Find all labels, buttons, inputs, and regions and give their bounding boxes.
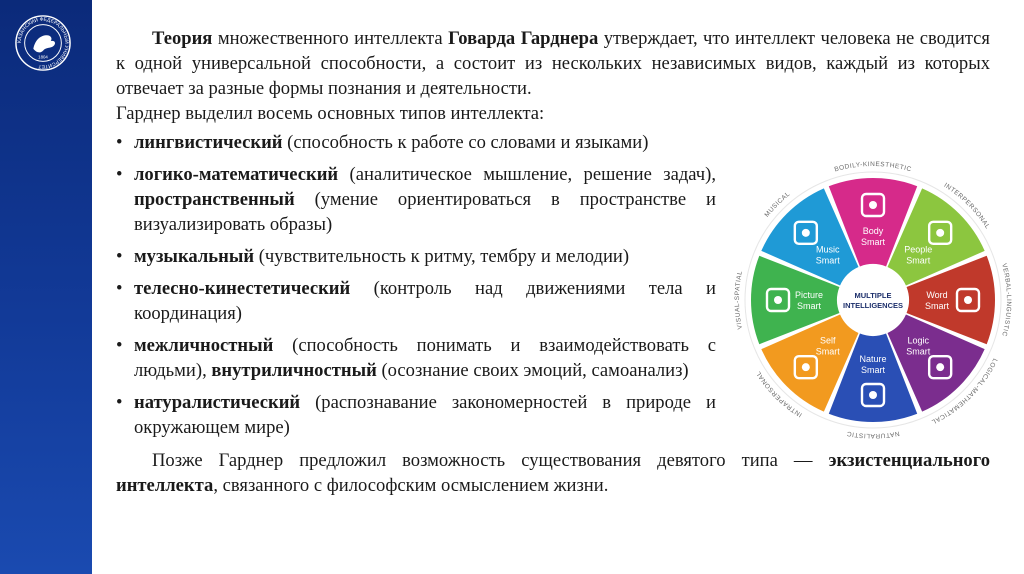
type-name: пространственный [134,189,295,210]
intro-text-1: множественного интеллекта [212,28,449,49]
segment-label: Smart [815,255,840,266]
segment-label: Self [819,335,836,346]
type-name: межличностный [134,335,274,356]
wheel-center-title: INTELLIGENCES [842,301,904,310]
type-name: натуралистический [134,392,301,413]
left-sidebar-bar [0,0,92,574]
intro-paragraph [116,26,990,101]
logo-ring-text: КАЗАНСКИЙ ФЕДЕРАЛЬНЫЙ УНИВЕРСИТЕТ [16,16,70,70]
segment-label: Smart [906,255,931,266]
segment-label: Smart [924,301,950,311]
type-description: (осознание своих эмоций, самоанализ) [376,360,689,381]
subheading: Гарднер выделил восемь основных типов интеллекта: [116,103,545,124]
outer-label: LOGICAL-MATHEMATICAL [930,357,999,426]
outer-label: INTERPERSONAL [942,181,992,231]
type-description: (чувствительность к ритму, тембру и мелодии) [254,246,630,267]
outer-label: NATURALISTIC [845,429,901,440]
segment-label: Music [815,244,840,255]
type-name: телесно-кинестетический [134,278,351,299]
list-item [116,244,716,269]
segment-label: Smart [796,301,822,311]
list-item [116,276,716,326]
segment-label: Smart [860,365,886,375]
conclusion-paragraph [116,448,990,498]
intelligence-types-list [116,130,716,440]
type-description: (умение ориентироваться в пространстве и визуализировать образы) [134,189,716,235]
list-item [116,390,716,440]
segment-label: Body [862,226,884,236]
conclusion-bold: экзистенциального интеллекта [116,450,990,496]
type-description: (распознавание закономерностей в природе и окружающем мире) [134,392,716,438]
type-description: (аналитическое мышление, решение задач), [338,164,716,185]
intro-text-2: утверждает, что интеллект человека не сводится к одной универсальной способности, а состоит из нескольких независимых видов, каждый из которых отвечает за разные формы познания и деятельности. [116,28,990,99]
segment-label: Smart [906,346,931,357]
outer-label: VERBAL-LINGUISTIC [1000,262,1013,338]
outer-label: INTRAPERSONAL [754,369,804,419]
type-description: (контроль над движениями тела и координация) [134,278,716,324]
logo-year: 1804 [38,54,48,60]
list-item [116,130,716,155]
wheel-center-title: MULTIPLE [854,291,892,300]
segment-label: Smart [860,237,886,247]
multiple-intelligences-wheel [733,150,1013,450]
type-name: лингвистический [134,132,283,153]
segment-label: People [904,244,933,255]
list-item [116,333,716,383]
type-description: (способность к работе со словами и языками) [282,132,649,153]
list-item [116,162,716,237]
segment-label: Smart [815,346,840,357]
segment-label: Nature [859,354,887,364]
conclusion-text-1: Позже Гарднер предложил возможность существования девятого типа — [152,450,829,471]
segment-label: Logic [907,335,930,346]
outer-label: VISUAL-SPATIAL [733,270,745,330]
outer-label: MUSICAL [763,190,792,219]
intro-bold-1: Теория [152,28,213,49]
type-description: (способность понимать и взаимодействовать с людьми), [134,335,716,381]
outer-label: BODILY-KINESTHETIC [833,160,913,174]
segment-label: Word [926,290,948,300]
university-logo [14,14,72,72]
conclusion-text-2: , связанного с философским осмыслением жизни. [213,475,609,496]
wheel-center [838,265,908,335]
type-name: внутриличностный [211,360,377,381]
type-name: музыкальный [134,246,255,267]
segment-label: Picture [794,290,824,300]
intro-bold-2: Говарда Гарднера [448,28,599,49]
type-name: логико-математический [134,164,339,185]
